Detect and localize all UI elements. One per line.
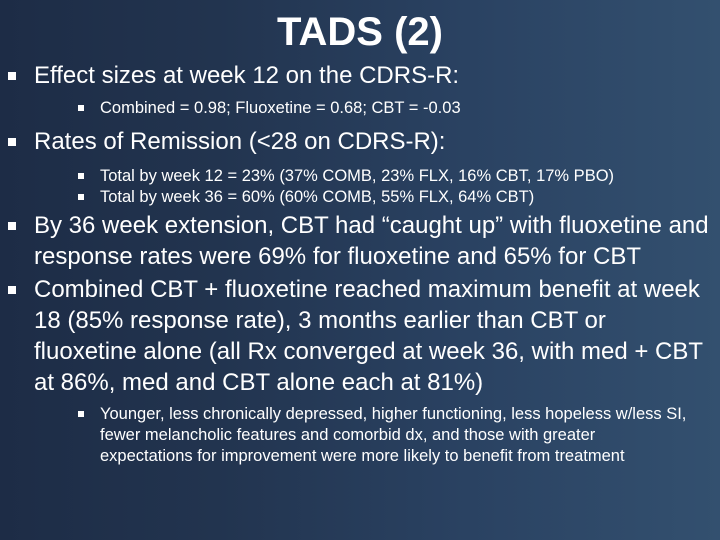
bullet-text: By 36 week extension, CBT had “caught up” with fluoxetine and response rates were 69% for fluoxetine and 65% for CBT <box>34 212 709 270</box>
sub-bullet <box>34 187 712 208</box>
square-bullet-icon <box>78 105 84 111</box>
square-bullet-icon <box>8 138 16 146</box>
bullet-combined-benefit <box>0 274 720 467</box>
sub-bullet <box>34 166 712 187</box>
square-bullet-icon <box>8 222 16 230</box>
bullet-text: Rates of Remission (<28 on CDRS-R): <box>34 128 446 155</box>
square-bullet-icon <box>8 72 16 80</box>
square-bullet-icon <box>8 286 16 294</box>
slide-title: TADS (2) <box>277 10 443 54</box>
bullet-text: Combined CBT + fluoxetine reached maximum benefit at week 18 (85% response rate), 3 months earlier than CBT or fluoxetine alone (all Rx converged at week 36, with med + CBT at 86%, med and CBT alone each at 81%) <box>34 276 703 396</box>
sub-bullet-text: Combined = 0.98; Fluoxetine = 0.68; CBT = -0.03 <box>100 99 461 117</box>
sub-bullet-text: Total by week 12 = 23% (37% COMB, 23% FLX, 16% CBT, 17% PBO) <box>100 167 615 185</box>
square-bullet-icon <box>78 411 84 417</box>
sub-bullet <box>34 98 712 119</box>
square-bullet-icon <box>78 194 84 200</box>
bullet-effect-sizes <box>0 60 720 119</box>
sub-bullet-text: Younger, less chronically depressed, higher functioning, less hopeless w/less SI, fewer melancholic features and comorbid dx, and those with greater expectations for improvement were more likely to benefit from treatment <box>100 405 687 465</box>
bullet-text: Effect sizes at week 12 on the CDRS-R: <box>34 62 460 89</box>
sub-bullet-text: Total by week 36 = 60% (60% COMB, 55% FLX, 64% CBT) <box>100 188 535 206</box>
bullet-remission <box>0 126 720 208</box>
square-bullet-icon <box>78 173 84 179</box>
sub-bullet <box>34 404 712 467</box>
bullet-36-week-extension <box>0 210 720 272</box>
bullet-list <box>0 60 720 467</box>
